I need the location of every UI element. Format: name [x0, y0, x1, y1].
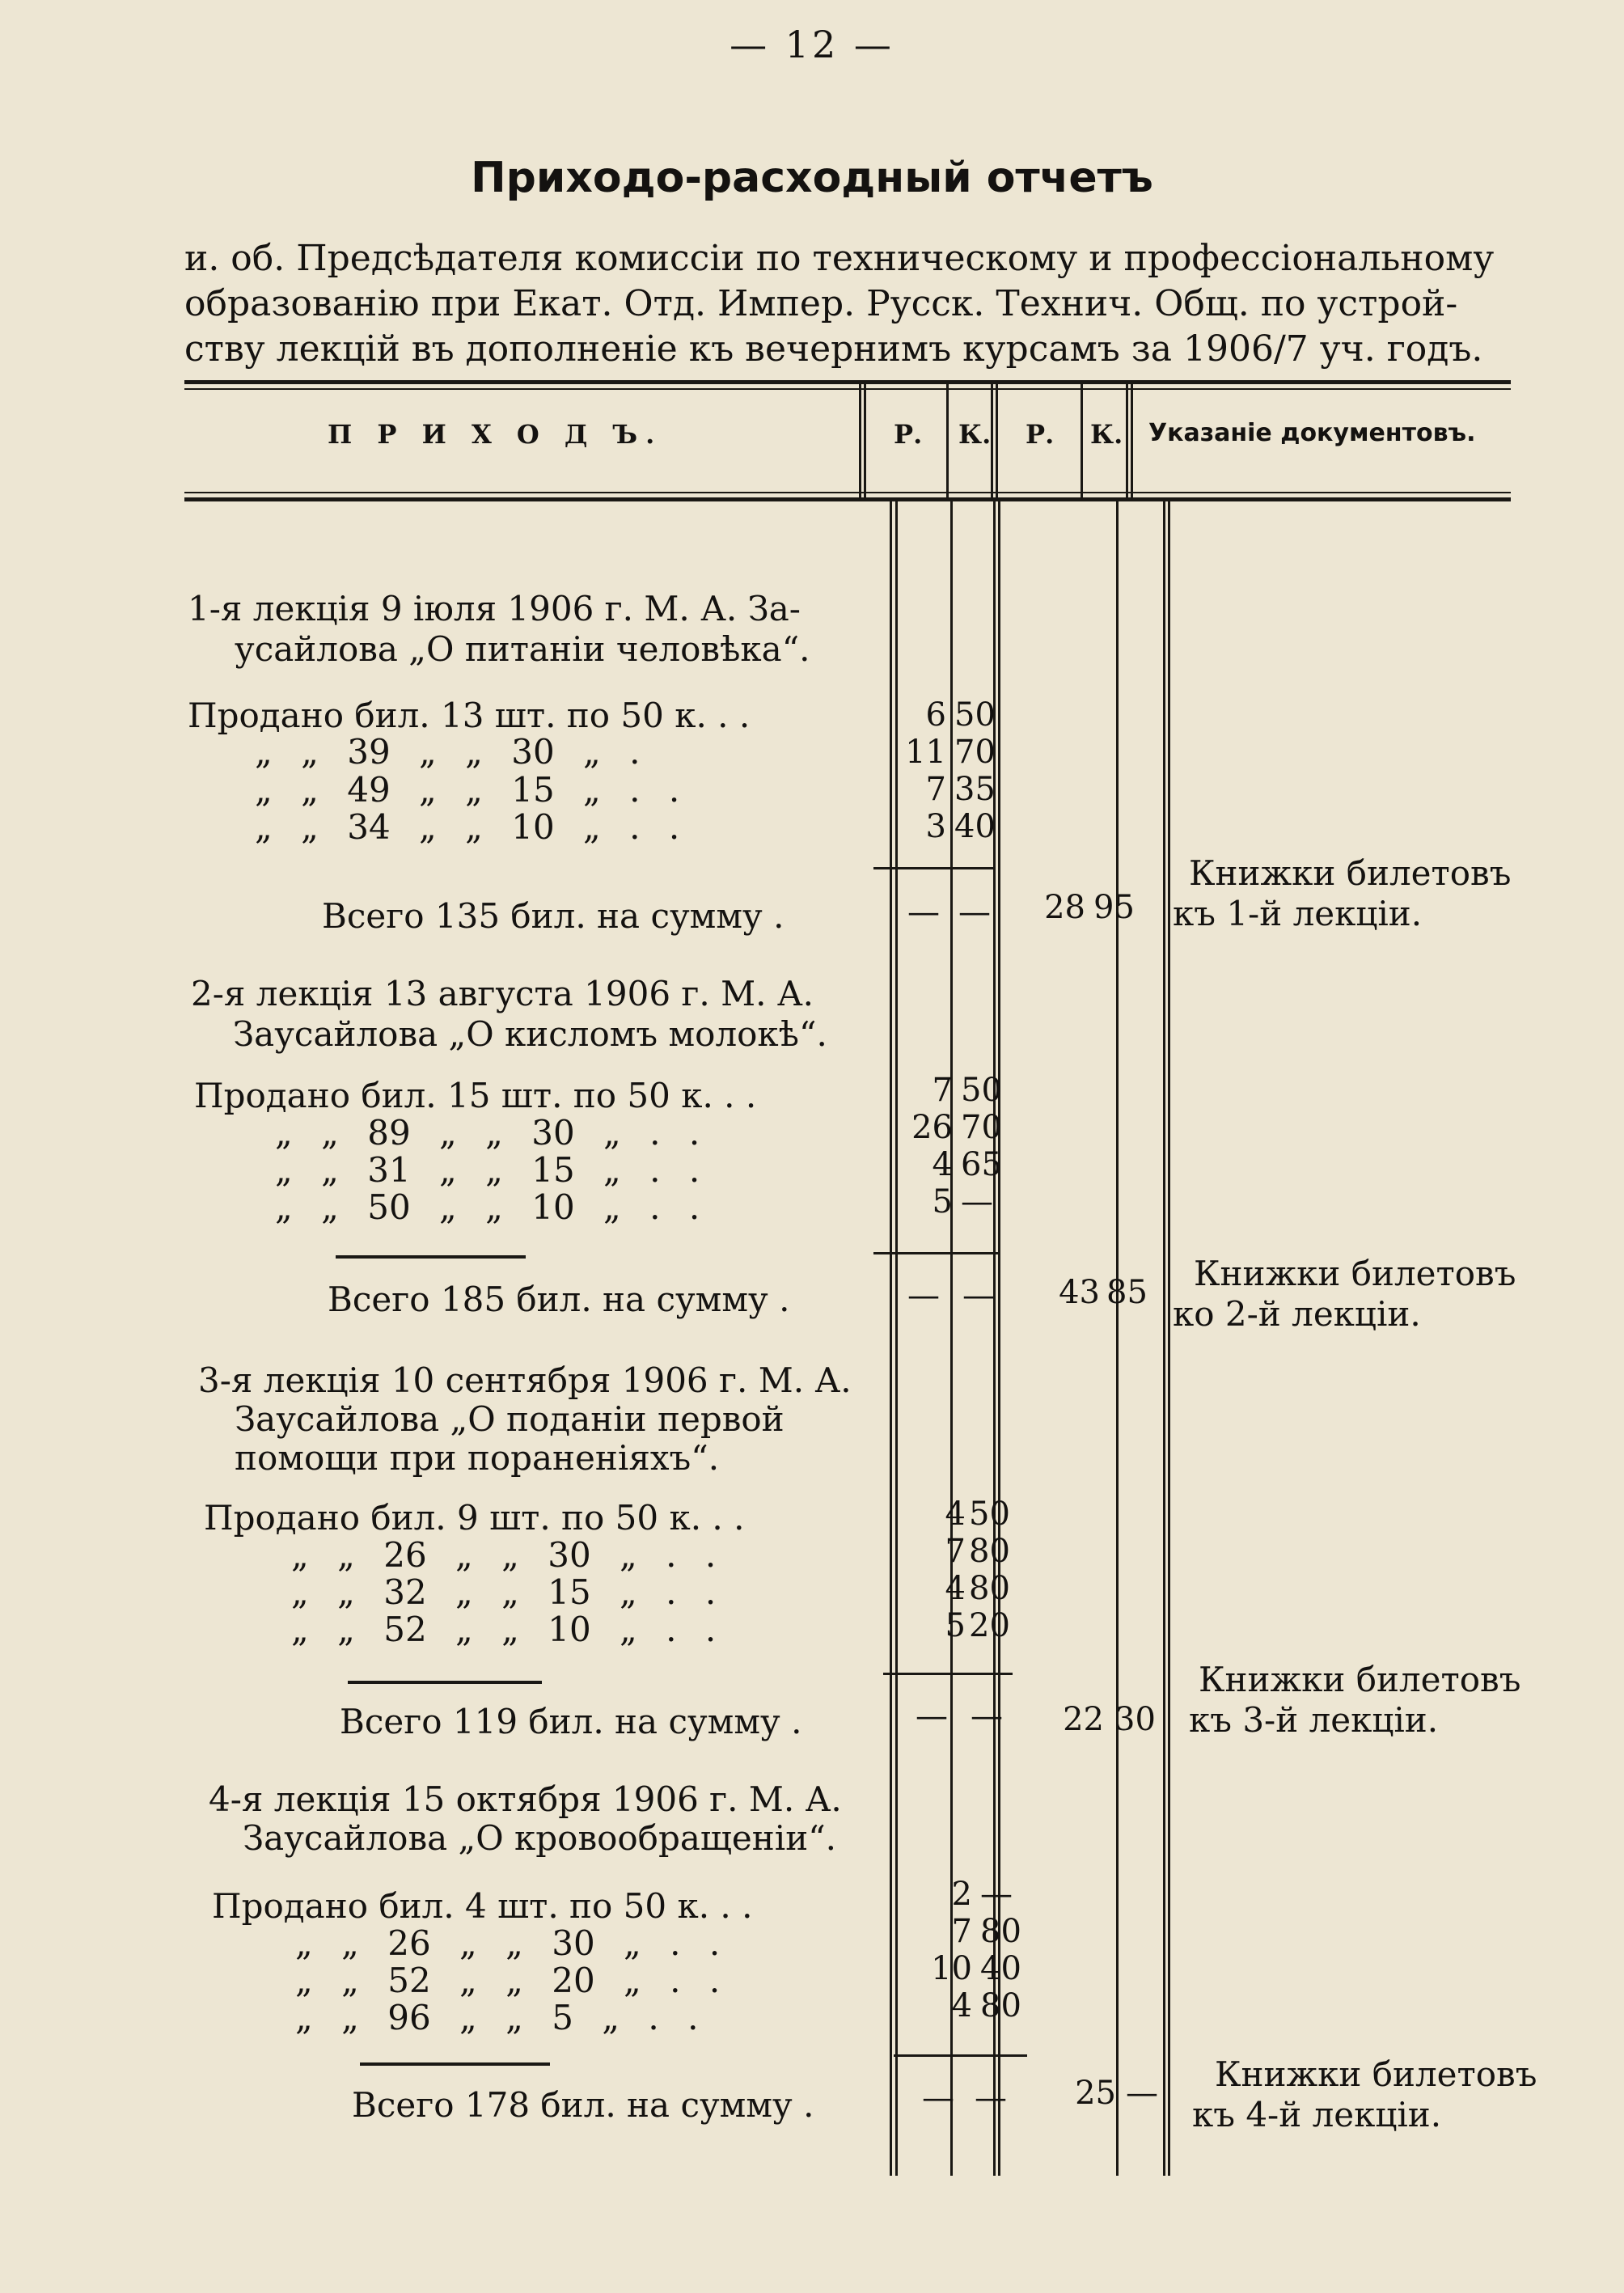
- amount-rub: 7: [945, 1533, 966, 1570]
- amount-kop: 20: [969, 1607, 1010, 1644]
- header-kop-1: К.: [958, 419, 992, 450]
- header-documents: Указаніе документовъ.: [1148, 419, 1476, 447]
- total-dash: —: [907, 1277, 940, 1314]
- total-dash: —: [958, 894, 991, 931]
- amount-kop: 50: [961, 1072, 1002, 1109]
- subtotal-rule: [360, 2062, 550, 2066]
- total-rub: 25: [1075, 2075, 1116, 2112]
- sales-row-text: „ „ 34 „ „ 10 „ . .: [255, 807, 680, 847]
- header-kop-2: К.: [1090, 419, 1123, 450]
- lecture-title: 3-я лекція 10 сентября 1906 г. М. А.: [198, 1360, 852, 1400]
- column-rule: [1163, 501, 1165, 2176]
- sales-row-text: „ „ 32 „ „ 15 „ . .: [291, 1572, 717, 1612]
- total-text: Всего 135 бил. на сумму .: [322, 896, 785, 936]
- amount-kop: 40: [980, 1950, 1021, 1987]
- note-line: ко 2-й лекціи.: [1173, 1294, 1421, 1334]
- header-rule-bottom: [184, 492, 1511, 493]
- amount-rub: 5: [945, 1607, 966, 1644]
- sales-row-text: Продано бил. 9 шт. по 50 к. . .: [204, 1498, 745, 1538]
- amount-kop: —: [980, 1876, 1013, 1913]
- total-text: Всего 178 бил. на сумму .: [352, 2085, 814, 2125]
- subtitle-line: образованію при Екат. Отд. Импер. Русск. Технич. Общ. по устрой-: [184, 283, 1458, 324]
- amount-rub: 7: [925, 771, 946, 808]
- subtotal-rule: [348, 1681, 542, 1684]
- amount-rub: 6: [925, 696, 946, 734]
- note-line: къ 3-й лекціи.: [1189, 1700, 1439, 1740]
- total-dash: —: [907, 894, 940, 931]
- total-dash: —: [916, 1698, 948, 1735]
- amount-rub: 7: [951, 1913, 972, 1950]
- subtotal-rule: [894, 2054, 1027, 2057]
- amount-rub: 4: [945, 1570, 966, 1607]
- sales-row-text: „ „ 89 „ „ 30 „ . .: [275, 1113, 700, 1153]
- note-line: Книжки билетовъ: [1215, 2054, 1537, 2094]
- sales-row-text: „ „ 26 „ „ 30 „ . .: [295, 1923, 721, 1963]
- header-rule-bottom-thick: [184, 497, 1511, 501]
- column-rule: [859, 380, 861, 501]
- column-rule: [996, 380, 998, 501]
- total-kop: 85: [1106, 1274, 1148, 1311]
- page-title: Приходо-расходный отчетъ: [471, 154, 1153, 202]
- total-rub: 22: [1063, 1701, 1104, 1738]
- amount-kop: —: [961, 1183, 993, 1221]
- lecture-title: 1-я лекція 9 іюля 1906 г. М. А. За-: [188, 589, 801, 628]
- sales-row-text: „ „ 52 „ „ 20 „ . .: [295, 1961, 721, 2000]
- total-kop: —: [1126, 2075, 1158, 2112]
- amount-kop: 80: [980, 1913, 1021, 1950]
- sales-row-text: „ „ 39 „ „ 30 „ .: [255, 732, 641, 772]
- total-dash: —: [922, 2079, 954, 2117]
- lecture-title: 2-я лекція 13 августа 1906 г. М. А.: [191, 974, 814, 1013]
- amount-rub: 11: [905, 734, 946, 771]
- lecture-title: Заусайлова „О кисломъ молокѣ“.: [233, 1014, 827, 1054]
- amount-rub: 2: [951, 1876, 972, 1913]
- lecture-title: 4-я лекція 15 октября 1906 г. М. А.: [209, 1779, 842, 1819]
- subtitle-line: и. об. Предсѣдателя комиссіи по техническому и профессіональному: [184, 238, 1495, 279]
- report-subtitle: [184, 236, 1511, 372]
- total-rub: 43: [1059, 1274, 1100, 1311]
- total-dash: —: [971, 1698, 1003, 1735]
- document-note: [1173, 1660, 1577, 1741]
- subtotal-rule: [336, 1255, 526, 1259]
- column-rule: [991, 380, 993, 501]
- note-line: Книжки билетовъ: [1189, 853, 1512, 893]
- amount-kop: 40: [954, 808, 996, 845]
- subtitle-line: ству лекцій въ дополненіе къ вечернимъ курсамъ за 1906/7 уч. годъ.: [184, 328, 1483, 370]
- note-line: къ 1-й лекціи.: [1173, 894, 1423, 933]
- note-line: Книжки билетовъ: [1194, 1254, 1516, 1293]
- subtotal-rule: [883, 1673, 1013, 1675]
- amount-rub: 26: [911, 1109, 953, 1146]
- sales-row-text: Продано бил. 15 шт. по 50 к. . .: [194, 1076, 757, 1115]
- column-rule: [1126, 380, 1128, 501]
- header-income: П Р И Х О Д Ъ.: [328, 419, 663, 450]
- column-rule: [1116, 501, 1119, 2176]
- sales-row-text: Продано бил. 4 шт. по 50 к. . .: [212, 1886, 753, 1926]
- sales-row-text: „ „ 50 „ „ 10 „ . .: [275, 1187, 700, 1227]
- amount-rub: 10: [931, 1950, 972, 1987]
- amount-rub: 4: [951, 1987, 972, 2024]
- column-rule: [1168, 501, 1170, 2176]
- header-rule-top: [184, 380, 1511, 384]
- amount-kop: 80: [969, 1533, 1010, 1570]
- amount-rub: 5: [932, 1183, 953, 1221]
- total-text: Всего 119 бил. на сумму .: [340, 1702, 802, 1741]
- amount-kop: 50: [954, 696, 996, 734]
- header-rub-2: Р.: [1026, 419, 1055, 450]
- lecture-title: помощи при пораненіяхъ“.: [235, 1438, 720, 1478]
- amount-kop: 80: [969, 1570, 1010, 1607]
- header-rule-top-thin: [184, 388, 1511, 390]
- total-dash: —: [962, 1277, 995, 1314]
- document-note: [1173, 2054, 1577, 2135]
- amount-kop: 70: [954, 734, 996, 771]
- amount-kop: 80: [980, 1987, 1021, 2024]
- note-line: къ 4-й лекціи.: [1192, 2095, 1442, 2134]
- lecture-title: Заусайлова „О кровообращеніи“.: [243, 1818, 837, 1858]
- amount-rub: 7: [932, 1072, 953, 1109]
- total-kop: 95: [1093, 889, 1135, 926]
- column-rule: [864, 380, 866, 501]
- lecture-title: Заусайлова „О поданіи первой: [235, 1399, 785, 1439]
- amount-kop: 65: [961, 1146, 1002, 1183]
- subtotal-rule: [873, 867, 995, 869]
- total-kop: 30: [1114, 1701, 1156, 1738]
- total-rub: 28: [1044, 889, 1085, 926]
- lecture-title: усайлова „О питаніи человѣка“.: [235, 629, 810, 669]
- column-rule: [1131, 380, 1133, 501]
- sales-row-text: „ „ 31 „ „ 15 „ . .: [275, 1150, 700, 1190]
- sales-row-text: „ „ 52 „ „ 10 „ . .: [291, 1610, 717, 1649]
- column-rule: [890, 501, 892, 2176]
- total-text: Всего 185 бил. на сумму .: [328, 1280, 790, 1319]
- subtotal-rule: [873, 1252, 999, 1254]
- amount-rub: 4: [932, 1146, 953, 1183]
- sales-row-text: „ „ 26 „ „ 30 „ . .: [291, 1535, 717, 1575]
- sales-row-text: „ „ 96 „ „ 5 „ . .: [295, 1998, 699, 2037]
- amount-rub: 4: [945, 1496, 966, 1533]
- document-note: [1173, 853, 1577, 934]
- total-dash: —: [975, 2079, 1007, 2117]
- sales-row-text: „ „ 49 „ „ 15 „ . .: [255, 770, 680, 810]
- amount-kop: 50: [969, 1496, 1010, 1533]
- amount-rub: 3: [925, 808, 946, 845]
- amount-kop: 35: [954, 771, 996, 808]
- column-rule: [1081, 380, 1083, 501]
- page-number: — 12 —: [730, 23, 894, 66]
- document-note: [1173, 1254, 1577, 1335]
- sales-row-text: Продано бил. 13 шт. по 50 к. . .: [188, 696, 751, 735]
- header-rub-1: Р.: [894, 419, 923, 450]
- amount-kop: 70: [961, 1109, 1002, 1146]
- column-rule: [946, 380, 949, 501]
- note-line: Книжки билетовъ: [1199, 1660, 1521, 1699]
